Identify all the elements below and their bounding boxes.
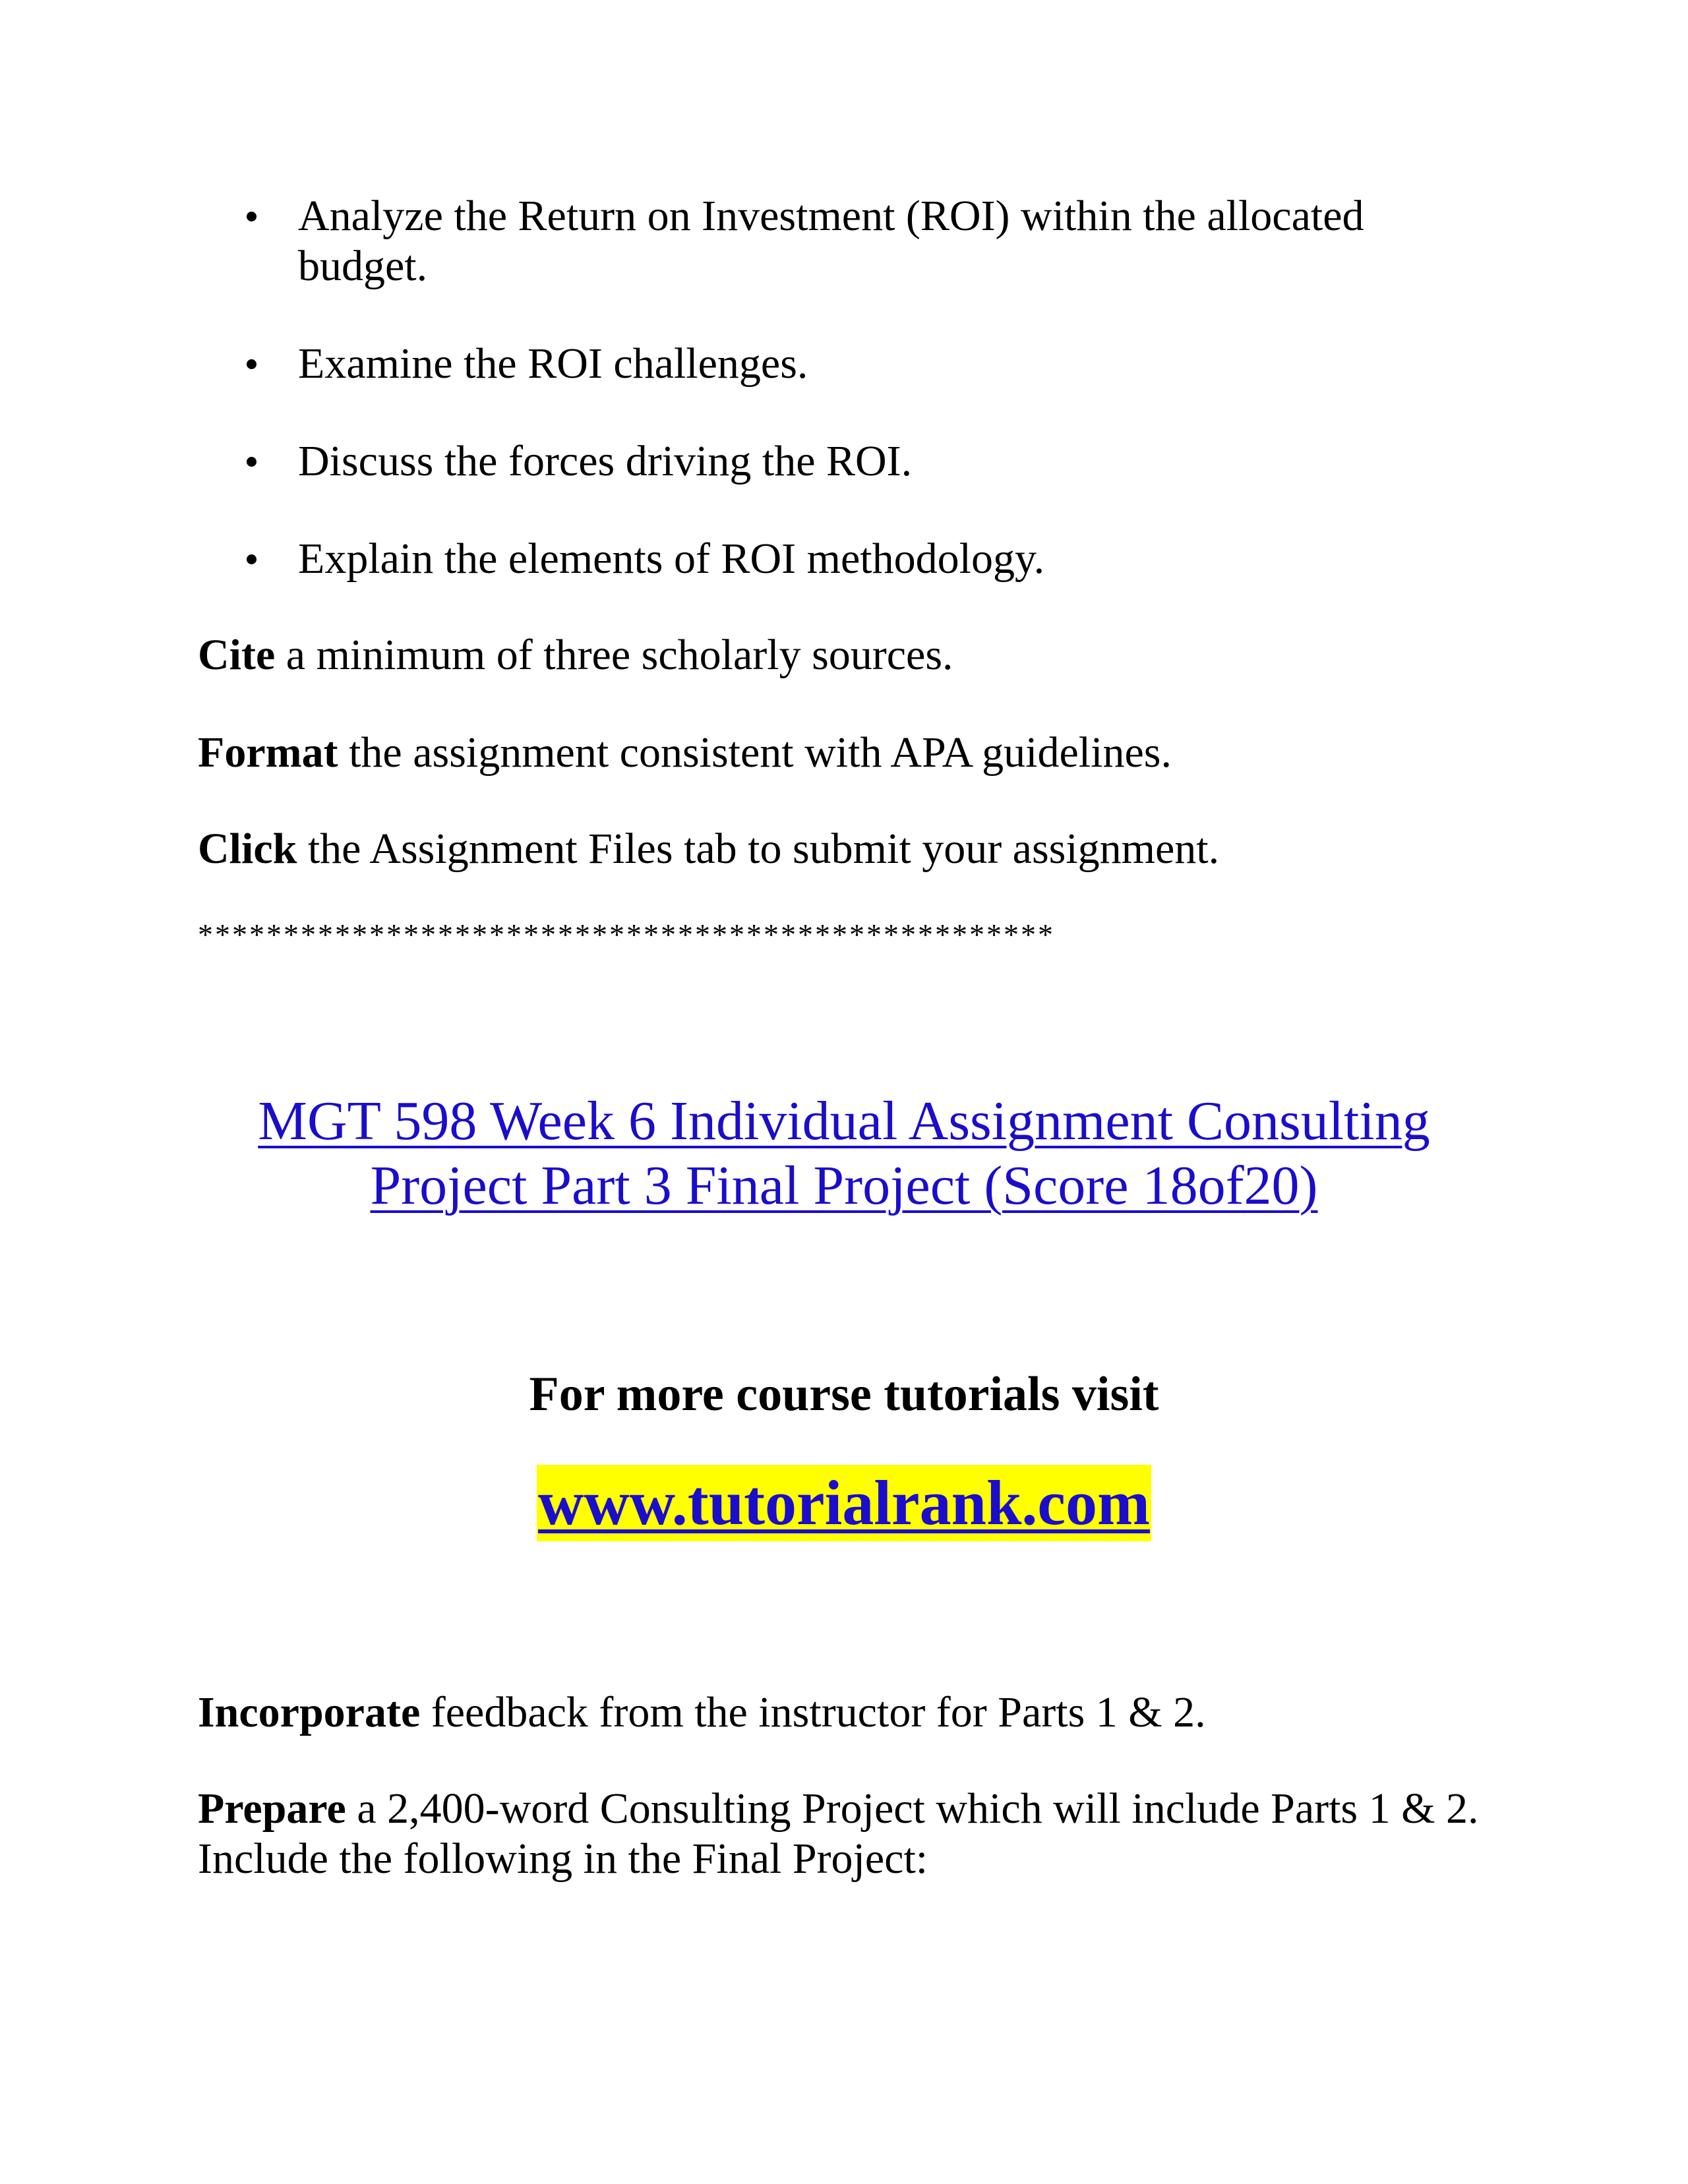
assignment-link-line1[interactable]: MGT 598 Week 6 Individual Assignment Consulting bbox=[258, 1090, 1430, 1152]
instruction-text: the Assignment Files tab to submit your assignment. bbox=[297, 825, 1220, 873]
instruction-prepare bbox=[198, 1784, 1517, 1884]
list-item bbox=[198, 191, 1484, 291]
list-item-text: Examine the ROI challenges. bbox=[298, 339, 808, 388]
list-item-text: Explain the elements of ROI methodology. bbox=[298, 535, 1045, 583]
instruction-keyword: Cite bbox=[198, 631, 276, 679]
list-item-text: Analyze the Return on Investment (ROI) within the allocated budget. bbox=[298, 192, 1364, 290]
promo-heading: For more course tutorials visit bbox=[529, 1367, 1159, 1421]
list-item-text: Discuss the forces driving the ROI. bbox=[298, 437, 913, 485]
bullet-icon bbox=[247, 554, 256, 564]
separator: ************************************************** bbox=[198, 918, 1055, 951]
instruction-cite bbox=[198, 630, 1517, 680]
assignment-link-line2[interactable]: Project Part 3 Final Project (Score 18of20) bbox=[370, 1155, 1318, 1216]
site-link[interactable]: www.tutorialrank.com bbox=[537, 1465, 1151, 1541]
instruction-text: a 2,400-word Consulting Project which will include Parts 1 & 2. Include the following in the Final Project: bbox=[198, 1785, 1479, 1883]
instruction-text: the assignment consistent with APA guidelines. bbox=[338, 728, 1172, 777]
instruction-text: a minimum of three scholarly sources. bbox=[275, 631, 953, 679]
instruction-format bbox=[198, 728, 1517, 778]
instruction-click bbox=[198, 824, 1517, 874]
list-item bbox=[198, 534, 1484, 584]
bullet-icon bbox=[247, 359, 256, 369]
bullet-icon bbox=[247, 457, 256, 467]
objectives-list bbox=[198, 191, 1484, 632]
instruction-incorporate bbox=[198, 1688, 1517, 1738]
instruction-keyword: Incorporate bbox=[198, 1688, 421, 1736]
list-item bbox=[198, 436, 1484, 487]
assignment-link-block bbox=[0, 1089, 1688, 1218]
site-link-wrap bbox=[0, 1465, 1688, 1541]
instruction-keyword: Click bbox=[198, 825, 297, 873]
bullet-icon bbox=[247, 212, 256, 221]
instruction-keyword: Format bbox=[198, 728, 338, 777]
instruction-text: feedback from the instructor for Parts 1 & 2. bbox=[420, 1688, 1206, 1736]
instruction-keyword: Prepare bbox=[198, 1785, 346, 1833]
list-item bbox=[198, 339, 1484, 389]
